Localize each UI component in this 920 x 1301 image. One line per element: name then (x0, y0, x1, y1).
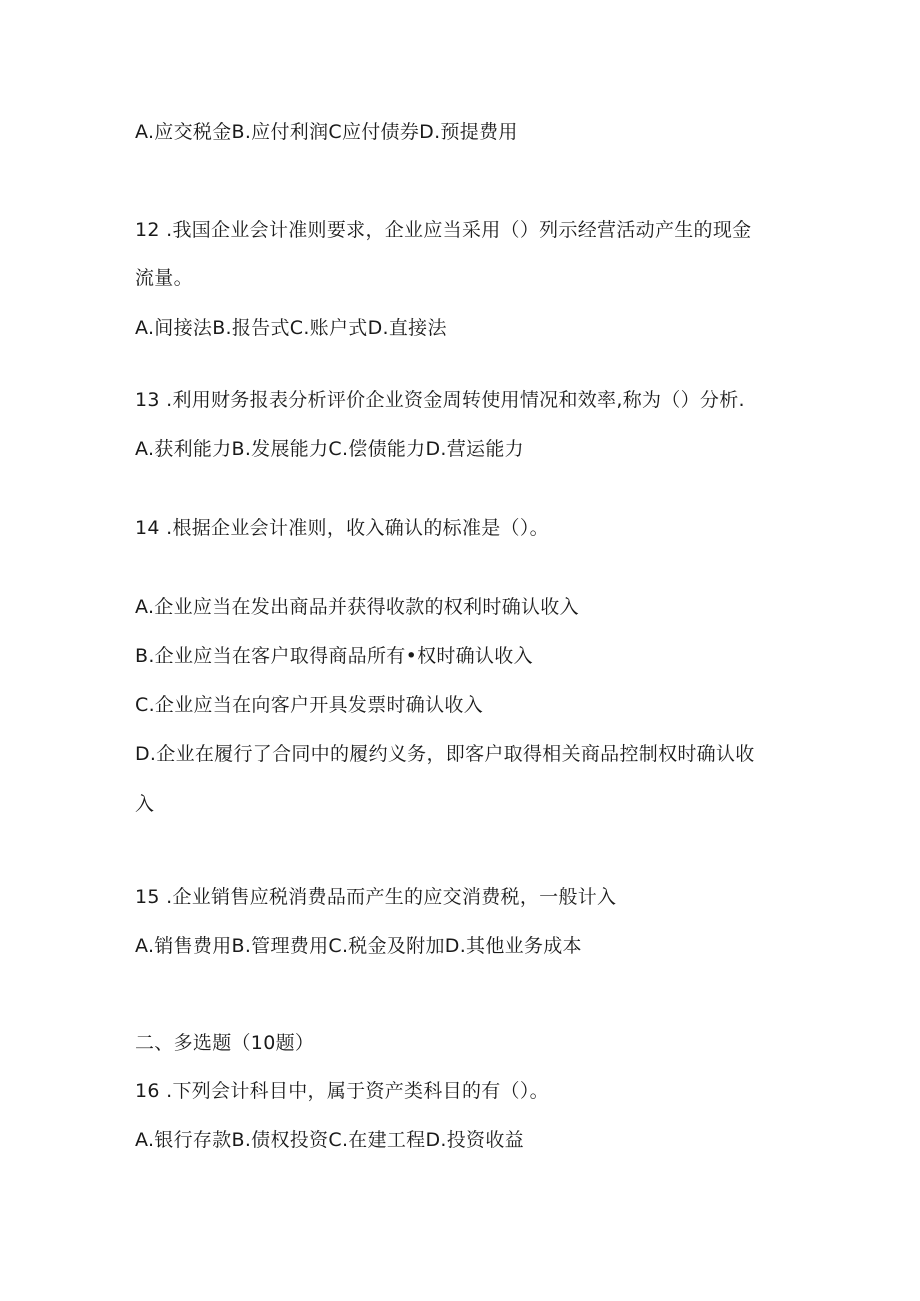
q16-options: A.银行存款B.债权投资C.在建工程D.投资收益 (135, 1129, 524, 1151)
q11-options: A.应交税金B.应付利润C应付债券D.预提费用 (135, 121, 518, 143)
q13-options: A.获利能力B.发展能力C.偿债能力D.营运能力 (135, 438, 524, 460)
q12-stem: 12 .我国企业会计准则要求，企业应当采用（）列示经营活动产生的现金 (135, 219, 752, 241)
q14-option-c: C.企业应当在向客户开具发票时确认收入 (135, 694, 484, 716)
q12-stem-continued: 流量。 (135, 267, 193, 289)
q14-option-d-continued: 入 (135, 793, 155, 815)
q14-option-b: B.企业应当在客户取得商品所有•权时确认收入 (135, 645, 533, 667)
q12-options: A.间接法B.报告式C.账户式D.直接法 (135, 317, 447, 339)
q14-option-a: A.企业应当在发出商品并获得收款的权利时确认收入 (135, 596, 579, 618)
q15-options: A.销售费用B.管理费用C.税金及附加D.其他业务成本 (135, 935, 582, 957)
q16-stem: 16 .下列会计科目中，属于资产类科目的有（）。 (135, 1080, 549, 1102)
q13-stem: 13 .利用财务报表分析评价企业资金周转使用情况和效率,称为（）分析. (135, 389, 745, 411)
q14-option-d: D.企业在履行了合同中的履约义务，即客户取得相关商品控制权时确认收 (135, 743, 755, 765)
q14-stem: 14 .根据企业会计准则，收入确认的标准是（）。 (135, 517, 549, 539)
q15-stem: 15 .企业销售应税消费品而产生的应交消费税，一般计入 (135, 886, 617, 908)
section-heading-multiple-choice: 二、多选题（10题） (135, 1032, 315, 1054)
